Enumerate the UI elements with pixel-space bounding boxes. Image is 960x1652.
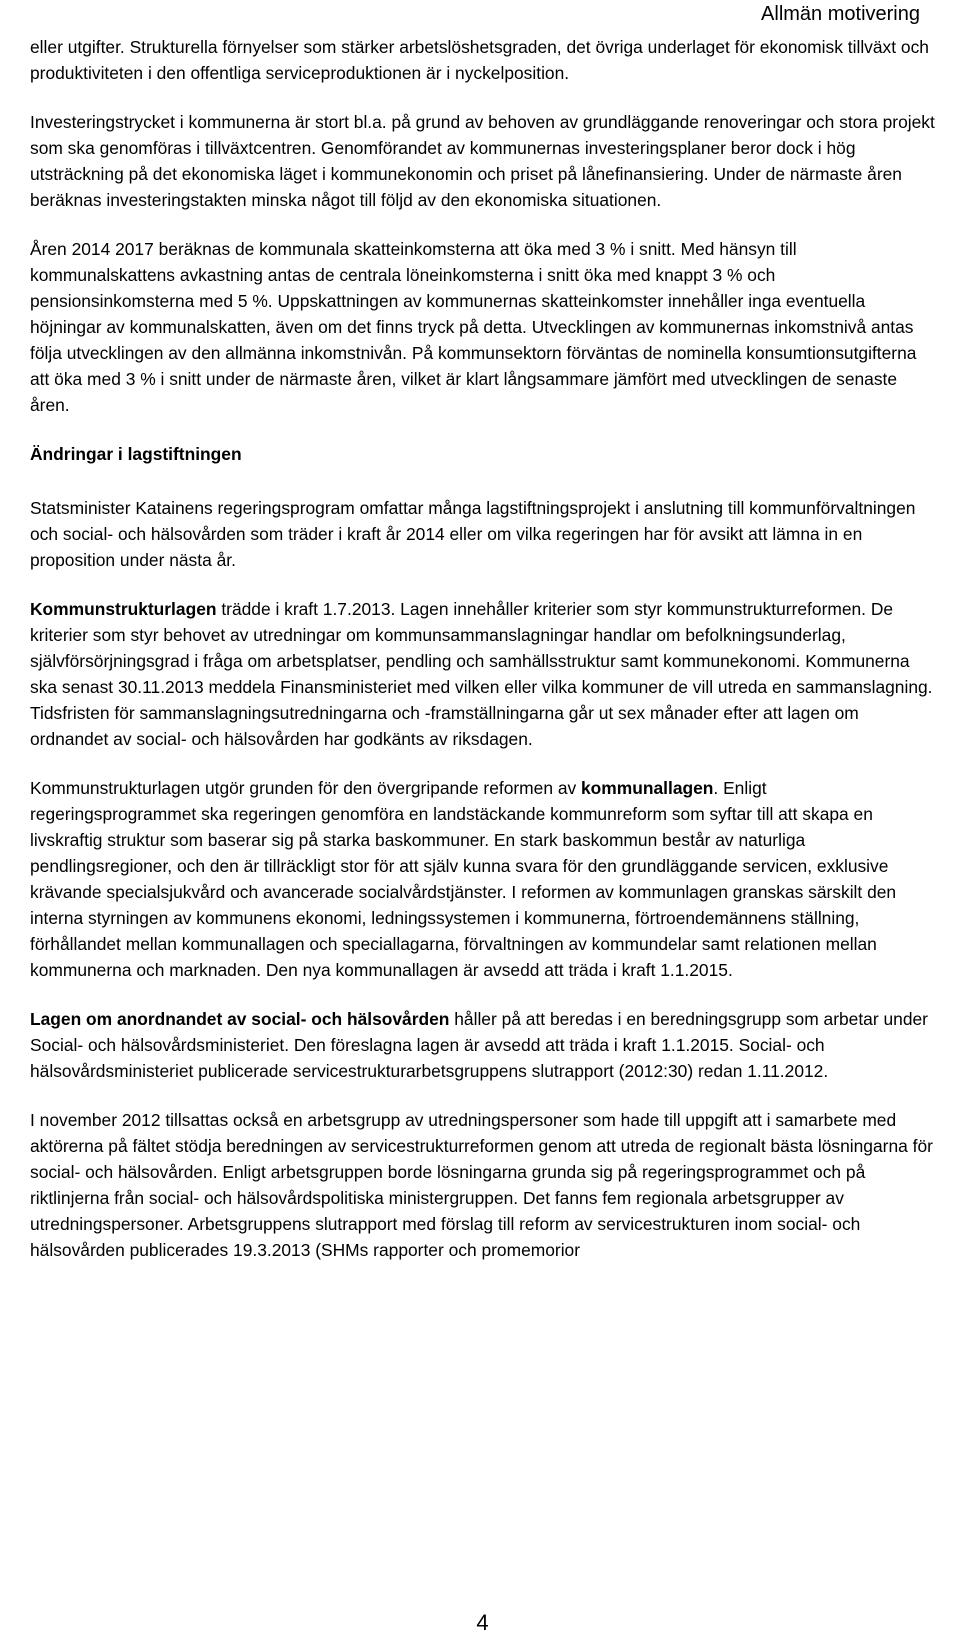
section-heading: Ändringar i lagstiftningen xyxy=(30,444,242,464)
paragraph: Åren 2014 2017 beräknas de kommunala skatteinkomsterna att öka med 3 % i snitt. Med hänsyn till kommunalskattens avkastning antas de centrala löneinkomsterna i snitt öka med knappt 3 % och pensionsinkomsterna med 5 %. Uppskattningen av kommunernas skatteinkomster innehåller inga eventuella höjningar av kommunalskatten, även om det finns tryck på detta. Utvecklingen av kommunernas inkomstnivå antas följa utvecklingen av den allmänna inkomstnivån. På kommunsektorn förväntas de nominella konsumtionsutgifterna att öka med 3 % i snitt under de närmaste åren, vilket är klart långsammare jämfört med utvecklingen de senaste åren. xyxy=(30,239,917,415)
paragraph-text: . Enligt regeringsprogrammet ska regeringen genomföra en landstäckande kommunreform som syftar till att skapa en livskraftig struktur som baserar sig på starka baskommuner. En stark baskommun består av naturliga pendlingsregioner, och den är tillräckligt stor för att själv kunna svara för den grundläggande servicen, exklusive krävande specialsjukvård och avancerade socialvårdstjänster. I reformen av kommunlagen granskas särskilt den interna styrningen av kommunens ekonomi, ledningssystemen i kommunerna, förtroendemännens ställning, förhållandet mellan kommunallagen och speciallagarna, förvaltningen av kommundelar samt relationen mellan kommunerna och marknaden. Den nya kommunallagen är avsedd att träda i kraft 1.1.2015. xyxy=(30,778,897,980)
paragraph-text: Kommunstrukturlagen utgör grunden för den övergripande reformen av xyxy=(30,778,582,798)
paragraph-text: håller på att beredas i en beredningsgrupp som arbetar under Social- och hälsovårdsministeriet. Den föreslagna lagen är avsedd att träda i kraft 1.1.2015. Social- och hälsovårdsministeriet publicerade servicestrukturarbetsgruppens slutrapport (2012:30) redan 1.11.2012. xyxy=(30,1009,928,1081)
law-name-bold: Kommunstrukturlagen xyxy=(30,599,217,619)
paragraph: Investeringstrycket i kommunerna är stort bl.a. på grund av behoven av grundläggande renoveringar och stora projekt som ska genomföras i tillväxtcentren. Genomförandet av kommunernas investeringsplaner beror dock i hög utsträckning på det ekonomiska läget i kommunekonomin och priset på lånefinansiering. Under de närmaste åren beräknas investeringstakten minska något till följd av den ekonomiska situationen. xyxy=(30,112,935,210)
paragraph xyxy=(30,775,935,983)
paragraph: I november 2012 tillsattas också en arbetsgrupp av utredningspersoner som hade till uppgift att i samarbete med aktörerna på fältet stödja beredningen av servicestrukturreformen genom att utreda de regionalt bästa lösningarna för social- och hälsovården. Enligt arbetsgruppen borde lösningarna grunda sig på regeringsprogrammet och på riktlinjerna från social- och hälsovårdspolitiska ministergruppen. Det fanns fem regionala arbetsgrupper av utredningspersoner. Arbetsgruppens slutrapport med förslag till reform av servicestrukturen inom social- och hälsovården publicerades 19.3.2013 (SHMs rapporter och promemorior xyxy=(30,1110,933,1260)
law-name-bold: kommunallagen xyxy=(581,778,714,798)
page-number: 4 xyxy=(476,1610,489,1635)
running-header: Allmän motivering xyxy=(761,3,920,25)
paragraph-text: trädde i kraft 1.7.2013. Lagen innehåller kriterier som styr kommunstrukturreformen. De kriterier som styr behovet av utredningar om kommunsammanslagningar handlar om befolkningsunderlag, självförsörjningsgrad i fråga om arbetsplatser, pendling och samhällsstruktur samt kommunekonomi. Kommunerna ska senast 30.11.2013 meddela Finansministeriet med vilken eller vilka kommuner de vill utreda en sammanslagning. Tidsfristen för sammanslagningsutredningarna och -framställningarna går ut sex månader efter att lagen om ordnandet av social- och hälsovården har godkänts av riksdagen. xyxy=(30,599,933,749)
document-body xyxy=(30,34,935,1286)
paragraph: Statsminister Katainens regeringsprogram omfattar många lagstiftningsprojekt i anslutning till kommunförvaltningen och social- och hälsovården som träder i kraft år 2014 eller om vilka regeringen har för avsikt att lämna in en proposition under nästa år. xyxy=(30,498,916,570)
law-name-bold: Lagen om anordnandet av social- och hälsovården xyxy=(30,1009,450,1029)
paragraph xyxy=(30,596,935,752)
paragraph xyxy=(30,1006,935,1084)
paragraph: eller utgifter. Strukturella förnyelser som stärker arbetslöshetsgraden, det övriga underlaget för ekonomisk tillväxt och produktiviteten i den offentliga serviceproduktionen är i nyckelposition. xyxy=(30,37,929,83)
document-page xyxy=(30,0,935,1652)
